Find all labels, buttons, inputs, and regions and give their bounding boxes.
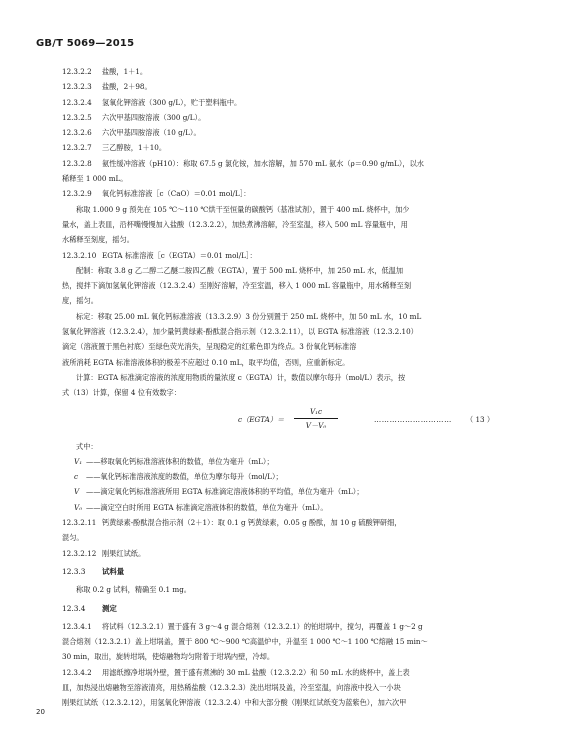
section-number: 12.3.4 bbox=[62, 603, 86, 613]
clause-text: 钙黄绿素-酚酞混合指示剂（2＋1）：取 0.1 g 钙黄绿素，0.05 g 酚酞，加 10 g 硫酸钾研细， bbox=[102, 518, 402, 528]
clause-text: 将试料（12.3.2.1）置于盛有 3 g～4 g 混合熔剂（12.3.2.1）的铂坩埚中，搅匀，再覆盖 1 g～2 g bbox=[102, 621, 423, 631]
clause-12-3-2-4 bbox=[62, 95, 528, 110]
variable-definition bbox=[62, 469, 528, 484]
calculation-line: 式（13）计算，保留 4 位有效数字： bbox=[62, 388, 181, 398]
clause-number: 12.3.4.2 bbox=[62, 667, 92, 677]
variable-symbol: V₀ bbox=[74, 502, 83, 512]
formula-leader-dots: ………………………… bbox=[374, 414, 452, 424]
formula-numerator: V₁c bbox=[294, 407, 338, 419]
clause-number: 12.3.2.10 bbox=[62, 250, 97, 260]
clause-text-continued: 稀释至 1 000 mL。 bbox=[62, 174, 128, 184]
clause-text-continued: 30 min，取出，旋转坩埚，使熔融物均匀附着于坩埚内壁，冷却。 bbox=[62, 652, 275, 662]
calibration-line: 标定：移取 25.00 mL 氧化钙标准溶液（13.3.2.9）3 份分别置于 250 mL 烧杯中，加 50 mL 水，10 mL bbox=[76, 311, 422, 321]
clause-12-3-2-2 bbox=[62, 64, 528, 79]
clause-12-3-4-2 bbox=[62, 665, 528, 680]
variable-definition bbox=[62, 484, 528, 499]
calibration-line: 滴定（溶液置于黑色衬底）至绿色荧光消失，呈现稳定的红紫色即为终点。3 份氧化钙标准溶 bbox=[62, 342, 357, 352]
formula-lhs: c（EGTA）＝ bbox=[238, 414, 285, 424]
formula-13 bbox=[62, 401, 528, 439]
clause-text-continued: 混匀。 bbox=[62, 533, 84, 543]
paragraph-line: 称取 1.000 9 g 预先在 105 ℃～110 ℃烘干至恒量的碳酸钙（基准试剂），置于 400 mL 烧杯中，加少 bbox=[76, 204, 410, 214]
clause-12-3-2-7 bbox=[62, 140, 528, 155]
paragraph-line: 量水，盖上表皿，沿杯嘴慢慢加入盐酸（12.3.2.2），加热煮沸溶解，冷至室温，移入 500 mL 容量瓶中，用 bbox=[62, 219, 408, 229]
preparation-line: 度，摇匀。 bbox=[62, 296, 98, 306]
clause-12-3-2-9 bbox=[62, 186, 528, 201]
calibration-line: 氢氧化钾溶液（12.3.2.4），加少量钙黄绿素-酚酞混合指示剂（12.3.2.11），以 EGTA 标准溶液（12.3.2.10） bbox=[62, 327, 418, 337]
clause-text: 氧化钙标准溶液［c（CaO）＝0.01 mol/L］： bbox=[102, 189, 251, 199]
clause-number: 12.3.2.8 bbox=[62, 158, 92, 168]
page-number: 20 bbox=[36, 708, 45, 716]
section-text: 称取 0.2 g 试料，精确至 0.1 mg。 bbox=[76, 585, 191, 595]
clause-number: 12.3.2.4 bbox=[62, 97, 92, 107]
variable-description: ——移取氧化钙标准溶液体积的数值，单位为毫升（mL）； bbox=[86, 456, 274, 466]
clause-text-continued: 混合熔剂（12.3.2.1）盖上坩埚盖，置于 800 ℃～900 ℃高温炉中，升温至 1 000 ℃～1 100 ℃熔融 15 min～ bbox=[62, 637, 428, 647]
clause-text-continued: 皿，加热浸出熔融物至溶液清亮，用热稀盐酸（12.3.2.3）洗出坩埚及盖，冷至室温，向溶液中投入一小块 bbox=[62, 682, 401, 692]
clause-12-3-2-10 bbox=[62, 248, 528, 263]
formula-denominator: V－V₀ bbox=[305, 420, 327, 430]
clause-number: 12.3.2.3 bbox=[62, 82, 92, 92]
section-12-3-4 bbox=[62, 601, 528, 616]
clause-text: 氨性缓冲溶液（pH10）：称取 67.5 g 氯化铵，加水溶解，加 570 mL 氨水（ρ＝0.90 g/mL），以水 bbox=[102, 158, 424, 168]
clause-number: 12.3.2.6 bbox=[62, 128, 92, 138]
clause-text: 盐酸，2＋98。 bbox=[102, 82, 152, 92]
formula-fraction bbox=[294, 407, 338, 431]
clause-text: EGTA 标准溶液［c（EGTA）＝0.01 mol/L］： bbox=[102, 250, 257, 260]
clause-12-3-2-11 bbox=[62, 515, 528, 530]
section-title: 试料量 bbox=[102, 566, 125, 576]
clause-number: 12.3.2.7 bbox=[62, 143, 92, 153]
clause-12-3-4-1 bbox=[62, 619, 528, 634]
section-12-3-3 bbox=[62, 564, 528, 579]
clause-number: 12.3.2.5 bbox=[62, 112, 92, 122]
preparation-line: 热，搅拌下滴加氢氧化钾溶液（12.3.2.4）至刚好溶解，冷至室温，移入 1 000 mL 容量瓶中，用水稀释至刻 bbox=[62, 281, 412, 291]
clause-text: 刚果红试纸。 bbox=[102, 548, 146, 558]
variable-description: ——氧化钙标准溶液浓度的数值，单位为摩尔每升（mol/L）； bbox=[86, 472, 283, 482]
document-body bbox=[62, 64, 528, 711]
clause-text: 氢氧化钾溶液（300 g/L），贮于塑料瓶中。 bbox=[102, 97, 242, 107]
clause-12-3-2-6 bbox=[62, 125, 528, 140]
clause-number: 12.3.2.11 bbox=[62, 518, 97, 528]
clause-text: 盐酸，1＋1。 bbox=[102, 67, 148, 76]
clause-12-3-2-8 bbox=[62, 156, 528, 171]
clause-12-3-2-12 bbox=[62, 546, 528, 561]
clause-number: 12.3.2.12 bbox=[62, 548, 97, 558]
section-number: 12.3.3 bbox=[62, 566, 86, 576]
clause-12-3-2-5 bbox=[62, 110, 528, 125]
clause-text: 三乙醇胺，1＋10。 bbox=[102, 143, 167, 153]
variable-definition bbox=[62, 454, 528, 469]
calibration-line: 液所消耗 EGTA 标准溶液体积的极差不应超过 0.10 mL，取平均值，否则，应重新标定。 bbox=[62, 357, 350, 367]
clause-number: 12.3.2.2 bbox=[62, 67, 92, 76]
section-title: 测定 bbox=[102, 603, 117, 613]
standard-code: GB/T 5069—2015 bbox=[36, 38, 135, 49]
clause-number: 12.3.4.1 bbox=[62, 621, 92, 631]
clause-number: 12.3.2.9 bbox=[62, 189, 92, 199]
variable-symbol: V₁ bbox=[74, 456, 83, 466]
variable-definition bbox=[62, 500, 528, 515]
clause-text: 用滤纸擦净坩埚外壁，置于盛有煮沸的 30 mL 盐酸（12.3.2.2）和 50 mL 水的烧杯中，盖上表 bbox=[102, 667, 410, 677]
clause-text: 六次甲基四胺溶液（300 g/L）。 bbox=[102, 112, 206, 122]
calculation-line: 计算：EGTA 标准滴定溶液的浓度用物质的量浓度 c（EGTA）计，数值以摩尔每升（mol/L）表示，按 bbox=[76, 372, 406, 382]
variable-symbol: c bbox=[74, 472, 79, 482]
variable-description: ——滴定空白时所用 EGTA 标准滴定溶液体积的数值，单位为毫升（mL）。 bbox=[86, 502, 328, 512]
preparation-line: 配制：称取 3.8 g 乙二醇二乙醚二胺四乙酸（EGTA），置于 500 mL 烧杯中，加 250 mL 水，低温加 bbox=[76, 265, 404, 275]
where-label: 式中： bbox=[76, 441, 98, 451]
paragraph-line: 水稀释至刻度，摇匀。 bbox=[62, 235, 134, 245]
clause-text: 六次甲基四胺溶液（10 g/L）。 bbox=[102, 128, 201, 138]
variable-description: ——滴定氧化钙标准溶液所用 EGTA 标准滴定溶液体积的平均值，单位为毫升（mL）； bbox=[86, 487, 364, 497]
clause-12-3-2-3 bbox=[62, 79, 528, 94]
equation-number: （ 13 ） bbox=[466, 414, 495, 424]
variable-symbol: V bbox=[74, 487, 80, 497]
clause-text-continued: 刚果红试纸（12.3.2.12），用氢氧化钾溶液（12.3.2.4）中和大部分酸（刚果红试纸变为蓝紫色），加六次甲 bbox=[62, 698, 407, 708]
